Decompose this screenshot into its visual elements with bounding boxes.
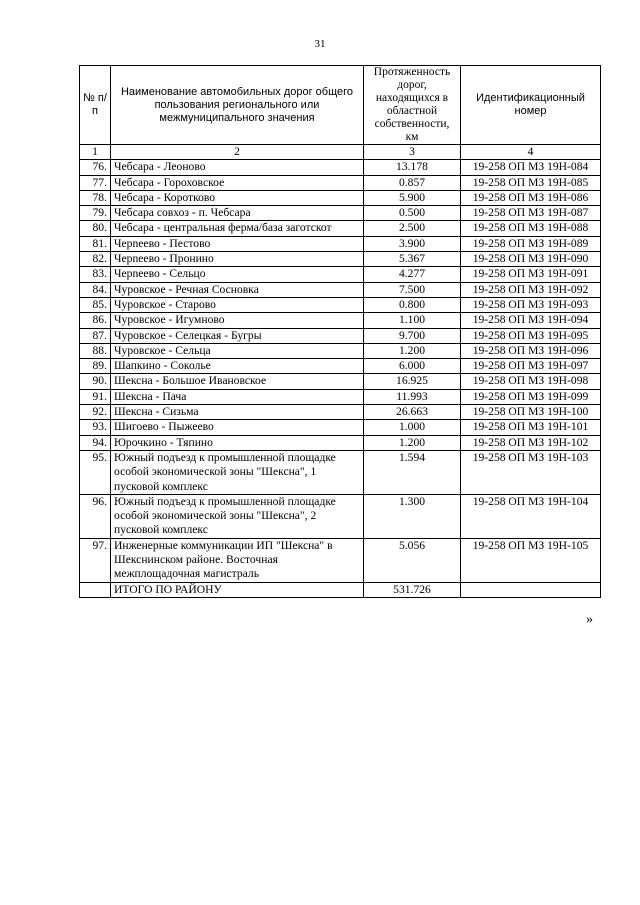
row-length: 0.500 (364, 206, 461, 221)
row-id: 19-258 ОП МЗ 19Н-095 (461, 328, 601, 343)
row-num: 97. (80, 538, 111, 582)
table-row (80, 313, 601, 328)
row-id: 19-258 ОП МЗ 19Н-084 (461, 160, 601, 175)
table-row (80, 160, 601, 175)
roads-table (79, 65, 601, 598)
row-num: 76. (80, 160, 111, 175)
column-number: 1 (80, 145, 111, 160)
row-num: 91. (80, 389, 111, 404)
header-id: Идентификационный номер (461, 66, 601, 145)
row-id: 19-258 ОП МЗ 19Н-089 (461, 236, 601, 251)
row-length: 5.900 (364, 190, 461, 205)
column-number: 2 (111, 145, 364, 160)
row-id: 19-258 ОП МЗ 19Н-103 (461, 450, 601, 494)
row-num: 80. (80, 221, 111, 236)
row-id: 19-258 ОП МЗ 19Н-104 (461, 494, 601, 538)
total-row (80, 582, 601, 597)
row-name: Шексна - Пача (111, 389, 364, 404)
row-num: 87. (80, 328, 111, 343)
row-name: Чебсара - Леоново (111, 160, 364, 175)
row-length: 5.056 (364, 538, 461, 582)
row-num: 89. (80, 359, 111, 374)
row-length: 2.500 (364, 221, 461, 236)
row-num: 96. (80, 494, 111, 538)
row-id: 19-258 ОП МЗ 19Н-105 (461, 538, 601, 582)
row-length: 11.993 (364, 389, 461, 404)
table-row (80, 389, 601, 404)
row-num: 79. (80, 206, 111, 221)
row-id: 19-258 ОП МЗ 19Н-088 (461, 221, 601, 236)
row-name: Чебсара - Коротково (111, 190, 364, 205)
row-num: 77. (80, 175, 111, 190)
row-name: Черneево - Пестово (111, 236, 364, 251)
row-id: 19-258 ОП МЗ 19Н-098 (461, 374, 601, 389)
table-row (80, 221, 601, 236)
table-row (80, 343, 601, 358)
row-length: 26.663 (364, 405, 461, 420)
closing-quote: » (586, 612, 593, 627)
row-num: 81. (80, 236, 111, 251)
row-name: Юрочкино - Тяпино (111, 435, 364, 450)
row-num: 83. (80, 267, 111, 282)
table-row (80, 236, 601, 251)
row-id: 19-258 ОП МЗ 19Н-094 (461, 313, 601, 328)
row-length: 6.000 (364, 359, 461, 374)
total-label: ИТОГО ПО РАЙОНУ (111, 582, 364, 597)
row-id: 19-258 ОП МЗ 19Н-097 (461, 359, 601, 374)
row-id: 19-258 ОП МЗ 19Н-096 (461, 343, 601, 358)
row-num: 78. (80, 190, 111, 205)
row-num: 94. (80, 435, 111, 450)
row-length: 3.900 (364, 236, 461, 251)
row-length: 1.594 (364, 450, 461, 494)
table-row (80, 190, 601, 205)
header-num: № п/п (80, 66, 111, 145)
row-num: 92. (80, 405, 111, 420)
row-num: 93. (80, 420, 111, 435)
row-length: 0.800 (364, 297, 461, 312)
table-row (80, 538, 601, 582)
column-number: 3 (364, 145, 461, 160)
table-header-row (80, 66, 601, 145)
row-num: 95. (80, 450, 111, 494)
row-name: Чуровское - Сельца (111, 343, 364, 358)
row-id: 19-258 ОП МЗ 19Н-101 (461, 420, 601, 435)
row-length: 9.700 (364, 328, 461, 343)
row-name: Шапкино - Сокольe (111, 359, 364, 374)
row-length: 1.100 (364, 313, 461, 328)
row-name: Чуровское - Старово (111, 297, 364, 312)
row-length: 1.200 (364, 435, 461, 450)
row-name: Чебсара совхоз - п. Чебсара (111, 206, 364, 221)
row-id: 19-258 ОП МЗ 19Н-090 (461, 252, 601, 267)
row-id: 19-258 ОП МЗ 19Н-085 (461, 175, 601, 190)
table-row (80, 359, 601, 374)
table-row (80, 297, 601, 312)
row-num: 86. (80, 313, 111, 328)
row-id: 19-258 ОП МЗ 19Н-086 (461, 190, 601, 205)
row-length: 1.300 (364, 494, 461, 538)
row-num: 85. (80, 297, 111, 312)
row-name: Чуровское - Речная Сосновка (111, 282, 364, 297)
row-name: Инженерные коммуникации ИП "Шексна" в Шекснинском районе. Восточная межплощадочная магистраль (111, 538, 364, 582)
row-length: 16.925 (364, 374, 461, 389)
table-row (80, 252, 601, 267)
row-name: Шигоево - Пыжеево (111, 420, 364, 435)
row-length: 4.277 (364, 267, 461, 282)
row-name: Черneево - Пронино (111, 252, 364, 267)
row-length: 7.500 (364, 282, 461, 297)
table-row (80, 450, 601, 494)
row-name: Чуровское - Селецкая - Бугры (111, 328, 364, 343)
row-name: Шексна - Сизьма (111, 405, 364, 420)
row-id: 19-258 ОП МЗ 19Н-091 (461, 267, 601, 282)
table-row (80, 175, 601, 190)
row-num: 88. (80, 343, 111, 358)
row-length: 0.857 (364, 175, 461, 190)
table-row (80, 435, 601, 450)
table-row (80, 494, 601, 538)
total-length: 531.726 (364, 582, 461, 597)
row-id: 19-258 ОП МЗ 19Н-099 (461, 389, 601, 404)
row-id: 19-258 ОП МЗ 19Н-100 (461, 405, 601, 420)
row-length: 1.200 (364, 343, 461, 358)
row-id: 19-258 ОП МЗ 19Н-093 (461, 297, 601, 312)
row-name: Чебсара - центральная ферма/база заготскот (111, 221, 364, 236)
row-num: 84. (80, 282, 111, 297)
column-number: 4 (461, 145, 601, 160)
table-row (80, 328, 601, 343)
row-id: 19-258 ОП МЗ 19Н-102 (461, 435, 601, 450)
table-row (80, 405, 601, 420)
row-name: Чуровское - Игумново (111, 313, 364, 328)
row-length: 5.367 (364, 252, 461, 267)
table-row (80, 374, 601, 389)
row-num: 90. (80, 374, 111, 389)
table-row (80, 206, 601, 221)
row-id: 19-258 ОП МЗ 19Н-092 (461, 282, 601, 297)
row-length: 13.178 (364, 160, 461, 175)
total-num (80, 582, 111, 597)
row-name: Южный подъезд к промышленной площадке особой экономической зоны "Шексна", 2 пусковой комплекс (111, 494, 364, 538)
column-numbers-row (80, 145, 601, 160)
row-id: 19-258 ОП МЗ 19Н-087 (461, 206, 601, 221)
total-id (461, 582, 601, 597)
table-row (80, 282, 601, 297)
page-number: 31 (314, 38, 326, 50)
header-name: Наименование автомобильных дорог общего пользования регионального или межмуниципального значения (111, 66, 364, 145)
row-name: Чебсара - Гороховское (111, 175, 364, 190)
header-length: Протяженность дорог, находящихся в областной собственности, км (364, 66, 461, 145)
row-name: Южный подъезд к промышленной площадке особой экономической зоны "Шексна", 1 пусковой комплекс (111, 450, 364, 494)
row-num: 82. (80, 252, 111, 267)
table-row (80, 420, 601, 435)
row-name: Черneево - Сельцо (111, 267, 364, 282)
table-row (80, 267, 601, 282)
row-name: Шексна - Большое Ивановское (111, 374, 364, 389)
row-length: 1.000 (364, 420, 461, 435)
